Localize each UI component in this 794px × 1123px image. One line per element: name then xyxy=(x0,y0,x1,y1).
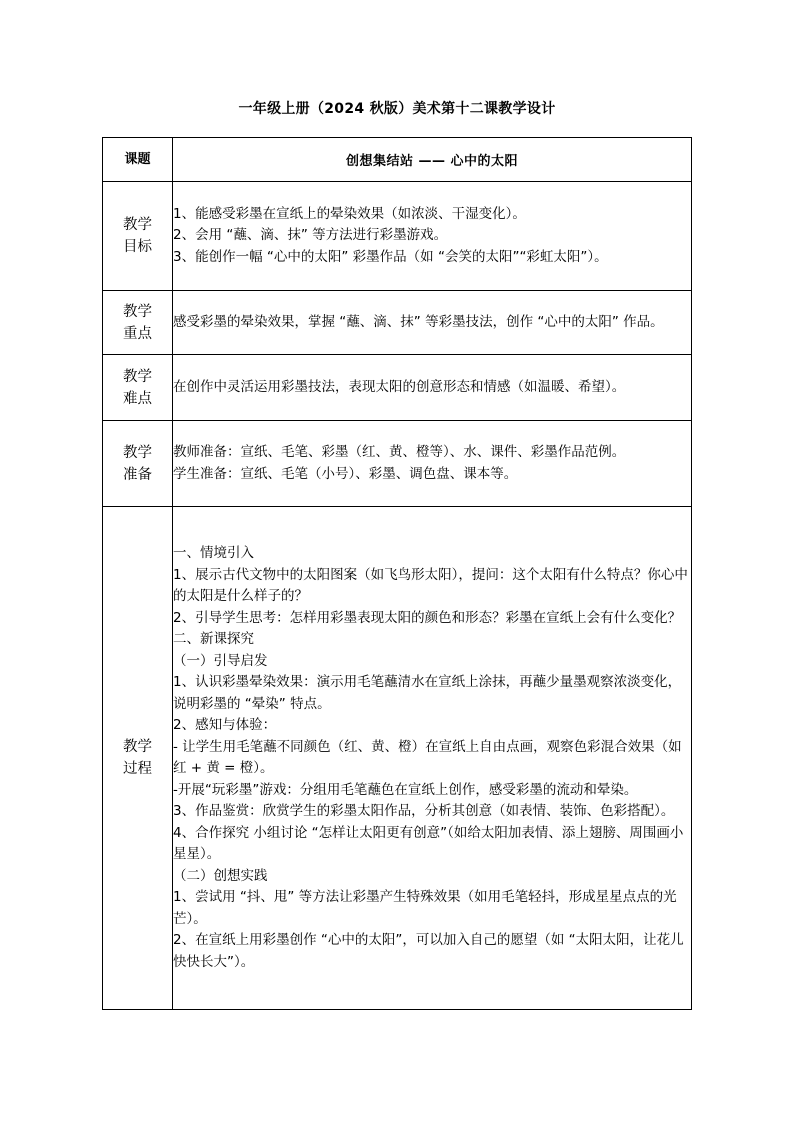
topic-value: 创想集结站 —— 心中的太阳 xyxy=(173,138,692,182)
difficulties-line: 在创作中灵活运用彩墨技法，表现太阳的创意形态和情感（如温暖、希望）。 xyxy=(173,378,626,395)
process-label-cell xyxy=(103,507,173,1010)
process-line: （二）创想实践 xyxy=(173,867,268,884)
process-line: 2、在宣纸上用彩墨创作 “心中的太阳”，可以加入自己的愿望（如 “太阳太阳，让花儿快快长大”）。 xyxy=(173,932,684,970)
process-line: 2、引导学生思考：怎样用彩墨表现太阳的颜色和形态？彩墨在宣纸上会有什么变化？ xyxy=(173,609,682,626)
process-label: 教学过程 xyxy=(123,739,152,777)
process-line: 4、合作探究 小组讨论 “怎样让太阳更有创意”（如给太阳加表情、添上翅膀、周围画小星星）。 xyxy=(173,824,684,862)
difficulties-label-cell xyxy=(103,355,173,421)
process-row xyxy=(103,507,692,1010)
key-points-label-cell xyxy=(103,291,173,355)
objective-line: 2、会用 “蘸、滴、抹” 等方法进行彩墨游戏。 xyxy=(173,227,448,244)
preparation-label-cell xyxy=(103,421,173,507)
topic-label: 课题 xyxy=(103,138,173,182)
process-content xyxy=(173,507,692,1010)
process-line: 1、尝试用 “抖、甩” 等方法让彩墨产生特殊效果（如用毛笔轻抖，形成星星点点的光芒）。 xyxy=(173,889,677,927)
preparation-line: 教师准备：宣纸、毛笔、彩墨（红、黄、橙等）、水、课件、彩墨作品范例。 xyxy=(173,444,626,460)
process-line: -开展“玩彩墨”游戏：分组用毛笔蘸色在宣纸上创作，感受彩墨的流动和晕染。 xyxy=(173,781,638,798)
process-line: - 让学生用毛笔蘸不同颜色（红、黄、橙）在宣纸上自由点画，观察色彩混合效果（如红 + 黄 = 橙）。 xyxy=(173,738,682,776)
topic-row xyxy=(103,138,692,182)
objectives-label: 教学目标 xyxy=(123,217,152,255)
objective-line: 1、能感受彩墨在宣纸上的晕染效果（如浓淡、干湿变化）。 xyxy=(173,205,526,222)
key-points-label: 教学重点 xyxy=(123,303,152,342)
difficulties-content xyxy=(173,355,692,421)
difficulties-row xyxy=(103,355,692,421)
preparation-line: 学生准备：宣纸、毛笔（小号）、彩墨、调色盘、课本等。 xyxy=(173,465,518,482)
objectives-content xyxy=(173,182,692,291)
process-line: 3、作品鉴赏：欣赏学生的彩墨太阳作品，分析其创意（如表情、装饰、色彩搭配）。 xyxy=(173,803,675,819)
preparation-content xyxy=(173,421,692,507)
objective-line: 3、能创作一幅 “心中的太阳” 彩墨作品（如 “会笑的太阳”“彩虹太阳”）。 xyxy=(173,248,608,265)
key-points-content xyxy=(173,291,692,355)
process-line: 1、认识彩墨晕染效果：演示用毛笔蘸清水在宣纸上涂抹，再蘸少量墨观察浓淡变化，说明彩墨的 “晕染” 特点。 xyxy=(173,674,682,712)
preparation-label: 教学准备 xyxy=(123,444,152,483)
process-line: 一、情境引入 xyxy=(173,545,254,561)
process-line: 2、感知与体验： xyxy=(173,717,277,733)
process-line: 二、新课探究 xyxy=(173,631,254,647)
objectives-label-cell xyxy=(103,182,173,291)
document-title: 一年级上册（2024 秋版）美术第十二课教学设计 xyxy=(238,101,556,117)
preparation-row xyxy=(103,421,692,507)
key-points-row xyxy=(103,291,692,355)
key-points-line: 感受彩墨的晕染效果，掌握 “蘸、滴、抹” 等彩墨技法，创作 “心中的太阳” 作品。 xyxy=(173,313,664,330)
difficulties-label: 教学难点 xyxy=(123,368,152,407)
lesson-plan-table xyxy=(102,137,692,1010)
process-line: 1、展示古代文物中的太阳图案（如飞鸟形太阳），提问：这个太阳有什么特点？你心中的太阳是什么样子的？ xyxy=(173,566,688,604)
objectives-row xyxy=(103,182,692,291)
process-line: （一）引导启发 xyxy=(173,652,268,669)
